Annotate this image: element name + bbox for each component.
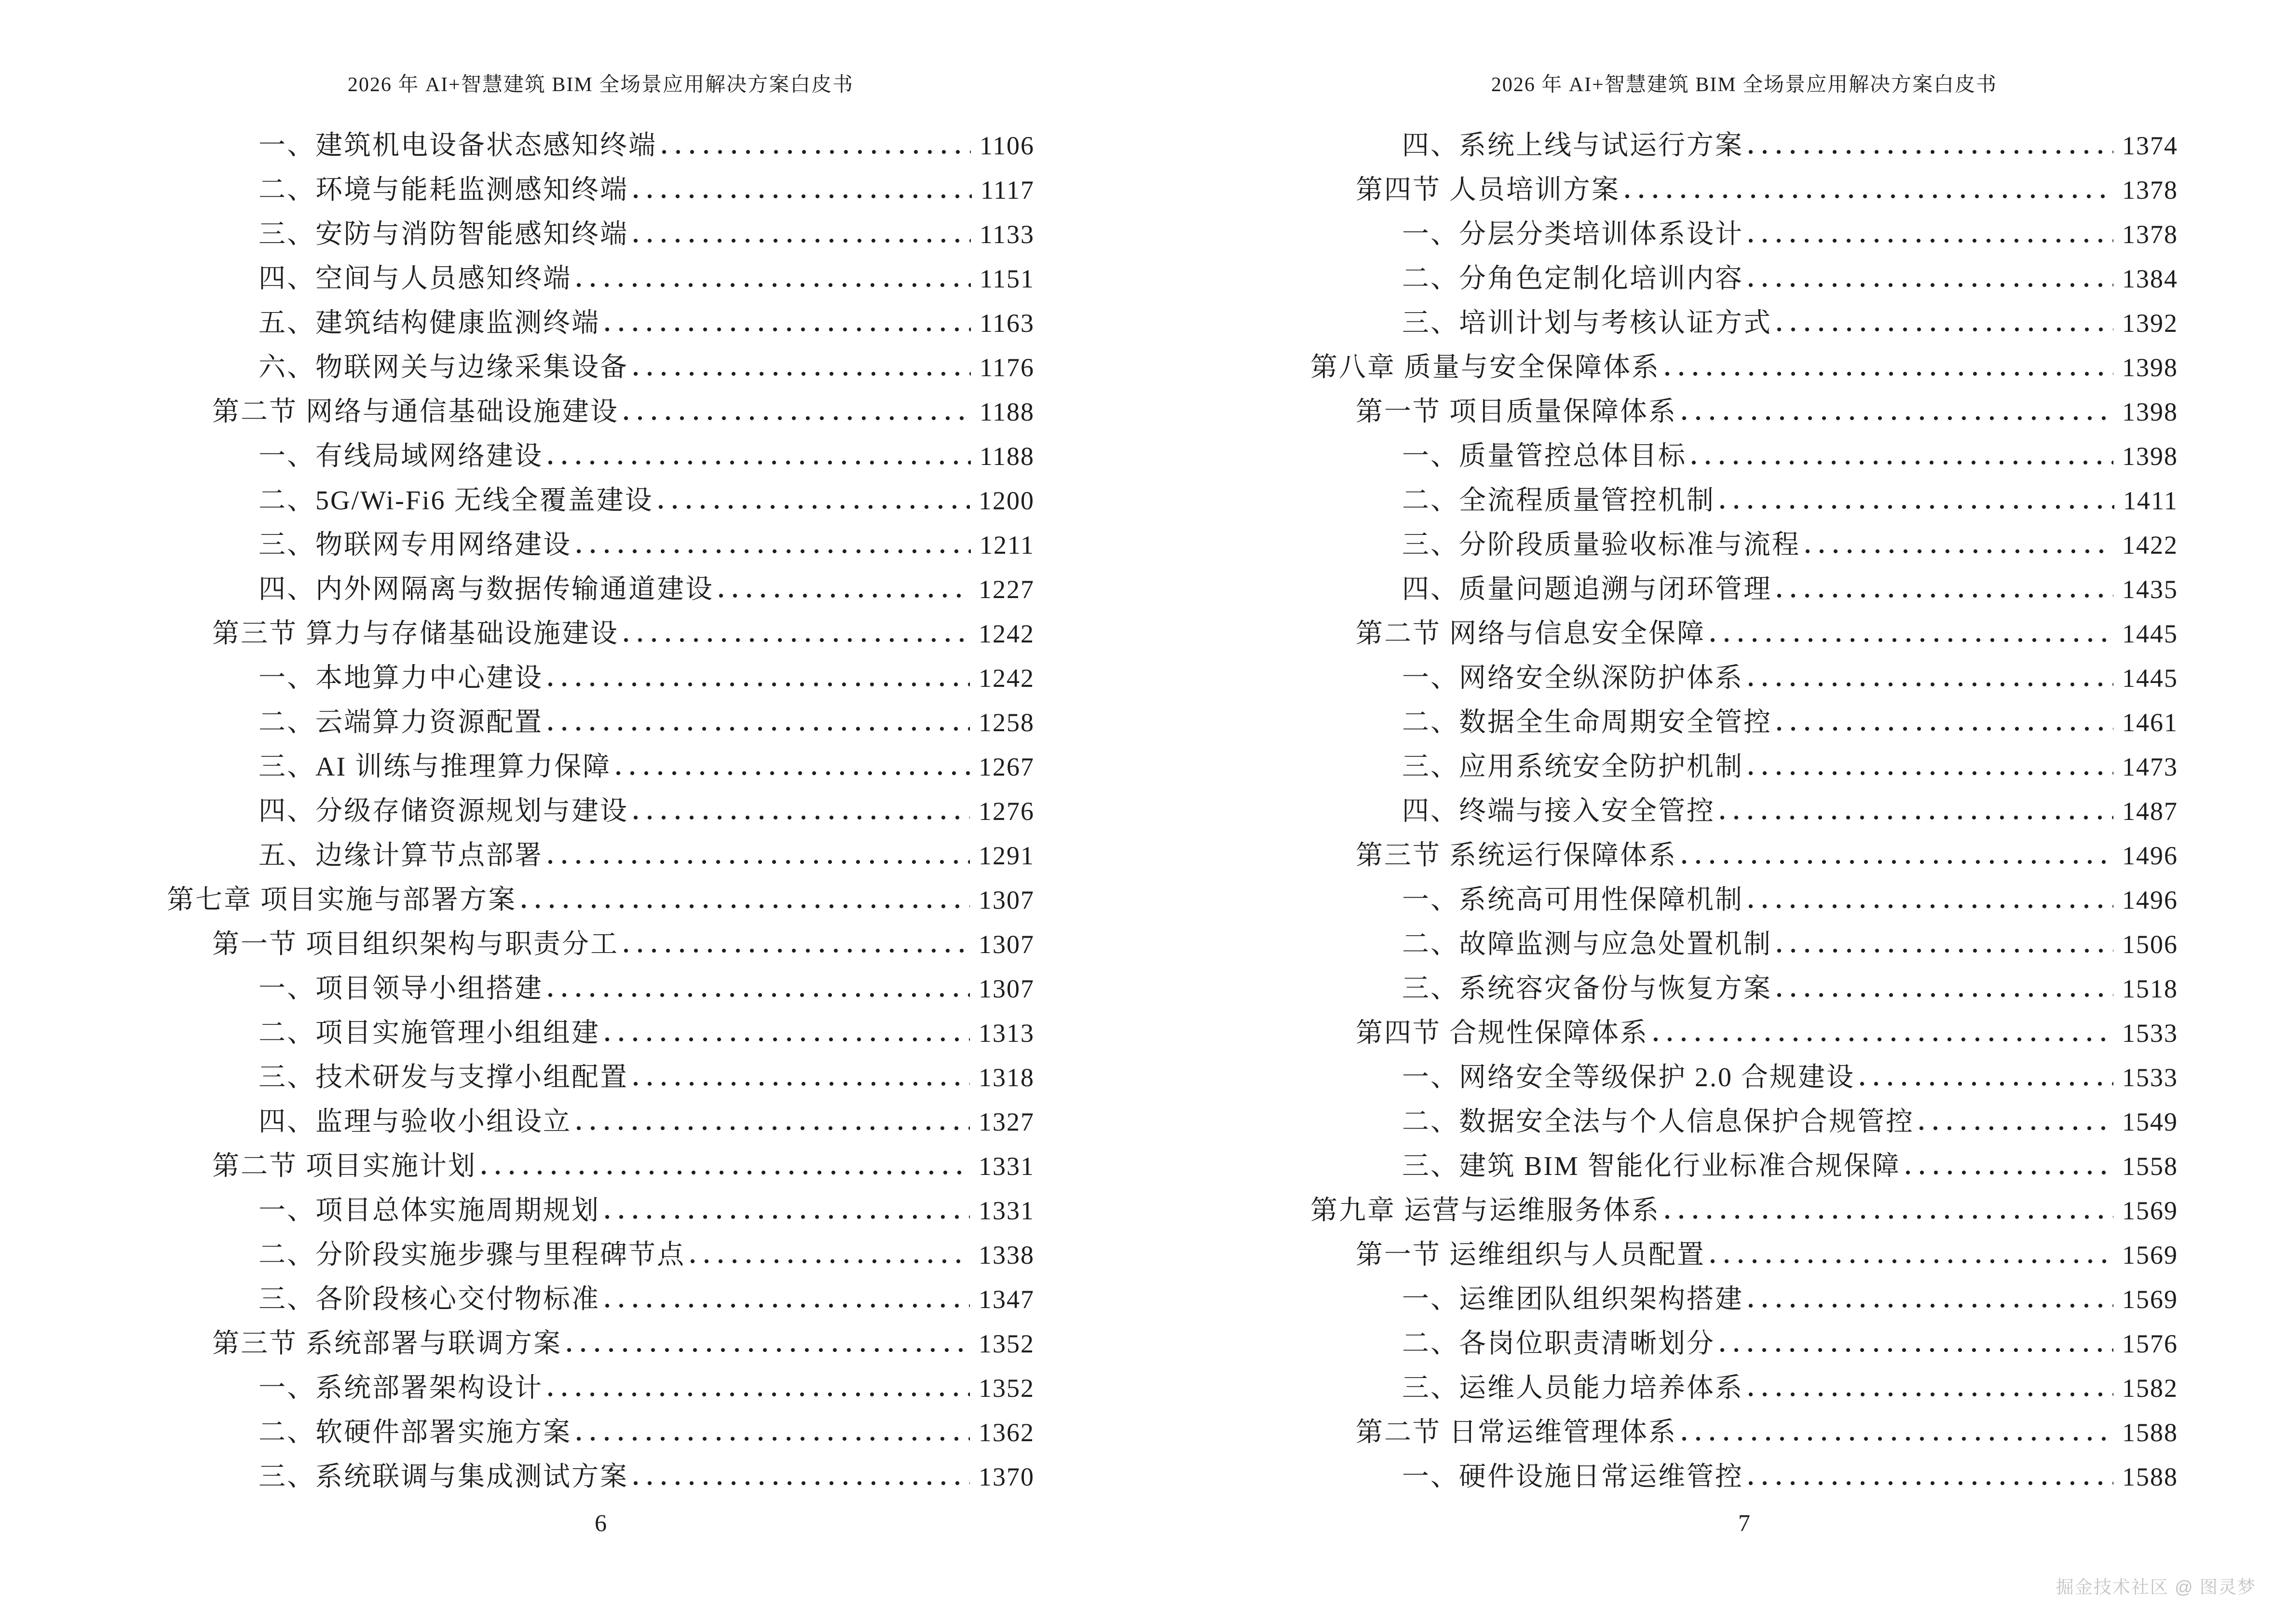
toc-entry-page-number: 1258 bbox=[979, 708, 1035, 737]
dotted-leader bbox=[624, 414, 971, 421]
dotted-leader bbox=[1805, 547, 2113, 554]
toc-entry-page-number: 1188 bbox=[980, 397, 1035, 426]
toc-entry bbox=[0, 656, 1144, 700]
dotted-leader bbox=[690, 1257, 970, 1264]
toc-entry bbox=[1144, 345, 2287, 390]
toc-entry bbox=[1144, 1277, 2287, 1322]
toc-entry bbox=[0, 1455, 1144, 1499]
toc-entry-page-number: 1398 bbox=[2122, 442, 2178, 471]
dotted-leader bbox=[576, 1434, 970, 1441]
toc-entry bbox=[1144, 257, 2287, 301]
dotted-leader bbox=[1682, 414, 2113, 421]
toc-entry-page-number: 1496 bbox=[2122, 841, 2178, 870]
toc-entry-label: 第四节 人员培训方案 bbox=[1356, 175, 1620, 205]
dotted-leader bbox=[1748, 680, 2113, 687]
toc-entry-label: 第三节 算力与存储基础设施建设 bbox=[212, 619, 619, 649]
toc-entry-label: 一、网络安全等级保护 2.0 合规建设 bbox=[1402, 1063, 1855, 1092]
toc-entry-page-number: 1276 bbox=[979, 797, 1035, 826]
toc-entry-label: 二、数据安全法与个人信息保护合规管控 bbox=[1402, 1107, 1914, 1137]
dotted-leader bbox=[605, 1213, 970, 1219]
dotted-leader bbox=[1860, 1079, 2113, 1086]
dotted-leader bbox=[633, 1479, 970, 1486]
dotted-leader bbox=[1906, 1168, 2113, 1175]
dotted-leader bbox=[624, 946, 970, 953]
dotted-leader bbox=[548, 680, 970, 687]
toc-entry bbox=[0, 1322, 1144, 1366]
toc-entry-label: 第二节 网络与信息安全保障 bbox=[1356, 619, 1705, 649]
toc-entry-label: 第七章 项目实施与部署方案 bbox=[167, 885, 517, 915]
toc-entry-page-number: 1338 bbox=[979, 1241, 1035, 1269]
toc-entry-label: 四、空间与人员感知终端 bbox=[259, 264, 572, 294]
footer-page-number: 7 bbox=[1738, 1509, 1750, 1536]
toc-entry-page-number: 1496 bbox=[2122, 886, 2178, 914]
toc-entry-label: 四、终端与接入安全管控 bbox=[1402, 796, 1715, 826]
toc-entry-page-number: 1347 bbox=[979, 1285, 1035, 1314]
toc-entry-label: 二、故障监测与应急处置机制 bbox=[1402, 929, 1772, 959]
toc-entry bbox=[1144, 612, 2287, 656]
toc-entry-page-number: 1188 bbox=[980, 442, 1035, 471]
toc-entry-label: 第二节 项目实施计划 bbox=[212, 1151, 476, 1181]
dotted-leader bbox=[605, 325, 971, 332]
dotted-leader bbox=[662, 148, 971, 154]
dotted-leader bbox=[567, 1346, 970, 1352]
toc-entry-label: 第三节 系统部署与联调方案 bbox=[212, 1329, 562, 1359]
toc-entry-label: 第八章 质量与安全保障体系 bbox=[1310, 353, 1660, 382]
toc-entry-page-number: 1398 bbox=[2122, 353, 2178, 382]
toc-entry-label: 一、项目总体实施周期规划 bbox=[259, 1196, 600, 1226]
toc-entry-page-number: 1569 bbox=[2122, 1285, 2178, 1314]
toc-entry bbox=[0, 1144, 1144, 1188]
toc-entry bbox=[1144, 1011, 2287, 1055]
toc-entry-page-number: 1242 bbox=[979, 619, 1035, 648]
toc-entry-page-number: 1307 bbox=[979, 930, 1035, 959]
dotted-leader bbox=[1748, 769, 2113, 776]
toc-entry-page-number: 1445 bbox=[2122, 619, 2178, 648]
toc-entry bbox=[1144, 123, 2287, 168]
toc-entry-label: 第三节 系统运行保障体系 bbox=[1356, 841, 1677, 871]
toc-entry bbox=[0, 1366, 1144, 1410]
dotted-leader bbox=[1691, 458, 2113, 465]
toc-entry-label: 四、内外网隔离与数据传输通道建设 bbox=[259, 574, 714, 604]
toc-entry-label: 第二节 日常运维管理体系 bbox=[1356, 1418, 1677, 1447]
toc-entry bbox=[1144, 1144, 2287, 1188]
toc-entry bbox=[0, 390, 1144, 434]
toc-entry bbox=[1144, 434, 2287, 478]
toc-entry-page-number: 1374 bbox=[2122, 131, 2178, 160]
toc-entry-page-number: 1378 bbox=[2122, 220, 2178, 249]
toc-entry-page-number: 1227 bbox=[979, 575, 1035, 604]
toc-entry-page-number: 1506 bbox=[2122, 930, 2178, 959]
toc-entry-page-number: 1176 bbox=[980, 353, 1035, 382]
toc-entry bbox=[1144, 1322, 2287, 1366]
toc-entry-label: 三、各阶段核心交付物标准 bbox=[259, 1284, 600, 1314]
toc-entry-label: 一、运维团队组织架构搭建 bbox=[1402, 1284, 1743, 1314]
toc-entry-page-number: 1569 bbox=[2122, 1241, 2178, 1269]
toc-entry bbox=[1144, 478, 2287, 523]
toc-entry bbox=[0, 789, 1144, 833]
dotted-leader bbox=[521, 902, 970, 909]
toc-entry-label: 二、数据全生命周期安全管控 bbox=[1402, 708, 1772, 737]
toc-entry-label: 三、应用系统安全防护机制 bbox=[1402, 752, 1743, 782]
dotted-leader bbox=[633, 1079, 970, 1086]
toc-entry-page-number: 1362 bbox=[979, 1418, 1035, 1447]
toc-entry-label: 一、分层分类培训体系设计 bbox=[1402, 219, 1743, 249]
toc-entry bbox=[1144, 700, 2287, 745]
toc-entry-label: 三、培训计划与考核认证方式 bbox=[1402, 308, 1772, 338]
toc-entry bbox=[0, 612, 1144, 656]
toc-entry-label: 四、系统上线与试运行方案 bbox=[1402, 131, 1743, 161]
toc-entry-page-number: 1200 bbox=[979, 486, 1035, 515]
toc-entry bbox=[1144, 301, 2287, 345]
toc-entry-label: 四、监理与验收小组设立 bbox=[259, 1107, 572, 1137]
toc-entry bbox=[0, 922, 1144, 967]
dotted-leader bbox=[1625, 192, 2113, 199]
toc-entry-label: 一、系统部署架构设计 bbox=[259, 1373, 543, 1403]
toc-entry bbox=[1144, 967, 2287, 1011]
toc-entry bbox=[0, 1188, 1144, 1233]
dotted-leader bbox=[1777, 325, 2113, 332]
dotted-leader bbox=[719, 591, 970, 598]
dotted-leader bbox=[1777, 946, 2113, 953]
toc-entry-page-number: 1378 bbox=[2122, 176, 2178, 205]
toc-entry-label: 二、全流程质量管控机制 bbox=[1402, 486, 1715, 516]
toc-entry-page-number: 1313 bbox=[979, 1019, 1035, 1048]
toc-entry bbox=[1144, 390, 2287, 434]
toc-entry-label: 三、分阶段质量验收标准与流程 bbox=[1402, 530, 1800, 560]
toc-entry-page-number: 1318 bbox=[979, 1063, 1035, 1092]
dotted-leader bbox=[1748, 1301, 2113, 1308]
dotted-leader bbox=[1777, 591, 2113, 598]
toc-entry-page-number: 1576 bbox=[2122, 1329, 2178, 1358]
dotted-leader bbox=[1710, 636, 2113, 642]
toc-entry bbox=[0, 1011, 1144, 1055]
toc-entry-page-number: 1588 bbox=[2122, 1462, 2178, 1491]
toc-entry-page-number: 1242 bbox=[979, 664, 1035, 693]
toc-entry-page-number: 1569 bbox=[2122, 1196, 2178, 1225]
toc-entry-label: 三、运维人员能力培养体系 bbox=[1402, 1373, 1743, 1403]
toc-entry-label: 二、云端算力资源配置 bbox=[259, 708, 543, 737]
toc-entry bbox=[0, 833, 1144, 878]
dotted-leader bbox=[633, 192, 972, 199]
toc-entry-label: 第四节 合规性保障体系 bbox=[1356, 1018, 1648, 1048]
dotted-leader bbox=[633, 369, 971, 376]
toc-entry bbox=[0, 1233, 1144, 1277]
toc-entry bbox=[1144, 878, 2287, 922]
dotted-leader bbox=[1682, 858, 2113, 864]
toc-entry-page-number: 1352 bbox=[979, 1374, 1035, 1403]
toc-entry-page-number: 1151 bbox=[980, 264, 1035, 293]
toc-entry bbox=[1144, 168, 2287, 212]
toc-entry bbox=[1144, 789, 2287, 833]
toc-entry-page-number: 1588 bbox=[2122, 1418, 2178, 1447]
footer-page-number: 6 bbox=[595, 1509, 607, 1536]
toc-entry-label: 三、系统容灾备份与恢复方案 bbox=[1402, 974, 1772, 1004]
toc-entry-label: 三、技术研发与支撑小组配置 bbox=[259, 1063, 628, 1092]
dotted-leader bbox=[576, 281, 971, 287]
toc-entry-label: 五、边缘计算节点部署 bbox=[259, 841, 543, 871]
toc-entry bbox=[1144, 1410, 2287, 1455]
toc-entry bbox=[1144, 1188, 2287, 1233]
toc-entry-label: 二、各岗位职责清晰划分 bbox=[1402, 1329, 1715, 1359]
dotted-leader bbox=[548, 858, 970, 864]
toc-entry-page-number: 1398 bbox=[2122, 397, 2178, 426]
toc-entry bbox=[0, 1100, 1144, 1144]
toc-entry-page-number: 1411 bbox=[2123, 486, 2178, 515]
toc-entry-label: 一、网络安全纵深防护体系 bbox=[1402, 663, 1743, 693]
toc-entry-label: 六、物联网关与边缘采集设备 bbox=[259, 353, 628, 382]
toc-entry-page-number: 1370 bbox=[979, 1462, 1035, 1491]
dotted-leader bbox=[1720, 503, 2114, 509]
dotted-leader bbox=[1665, 1213, 2113, 1219]
toc-entry bbox=[0, 434, 1144, 478]
dotted-leader bbox=[1748, 1479, 2113, 1486]
dotted-leader bbox=[548, 991, 970, 997]
toc-entry bbox=[1144, 567, 2287, 612]
toc-entry bbox=[1144, 212, 2287, 257]
toc-entry-page-number: 1117 bbox=[980, 176, 1035, 205]
toc-entry bbox=[1144, 523, 2287, 567]
dotted-leader bbox=[1748, 281, 2113, 287]
toc-entry-page-number: 1331 bbox=[979, 1152, 1035, 1181]
toc-entry bbox=[1144, 656, 2287, 700]
page-right bbox=[1144, 0, 2287, 1624]
toc-entry bbox=[1144, 1100, 2287, 1144]
toc-entry-page-number: 1558 bbox=[2122, 1152, 2178, 1181]
toc-entry bbox=[0, 567, 1144, 612]
dotted-leader bbox=[576, 547, 971, 554]
dotted-leader bbox=[1748, 148, 2113, 154]
toc-entry-label: 三、建筑 BIM 智能化行业标准合规保障 bbox=[1402, 1151, 1901, 1181]
toc-entry bbox=[0, 301, 1144, 345]
toc-entry bbox=[0, 878, 1144, 922]
toc-entry bbox=[1144, 1455, 2287, 1499]
toc-entry bbox=[1144, 1055, 2287, 1100]
toc-entry-page-number: 1106 bbox=[980, 131, 1035, 160]
toc-entry-page-number: 1352 bbox=[979, 1329, 1035, 1358]
toc-entry-page-number: 1533 bbox=[2122, 1019, 2178, 1048]
dotted-leader bbox=[616, 769, 970, 776]
dotted-leader bbox=[1665, 369, 2113, 376]
dotted-leader bbox=[1653, 1035, 2113, 1042]
toc-entry-label: 三、物联网专用网络建设 bbox=[259, 530, 572, 560]
toc-entry-label: 一、建筑机电设备状态感知终端 bbox=[259, 131, 657, 161]
toc-entry bbox=[1144, 745, 2287, 789]
dotted-leader bbox=[1748, 1390, 2113, 1397]
dotted-leader bbox=[1682, 1434, 2113, 1441]
toc-entry-label: 一、质量管控总体目标 bbox=[1402, 441, 1687, 471]
toc-entry-label: 第一节 运维组织与人员配置 bbox=[1356, 1240, 1705, 1270]
dotted-leader bbox=[1720, 1346, 2113, 1352]
toc-entry-page-number: 1163 bbox=[980, 309, 1035, 338]
dotted-leader bbox=[1710, 1257, 2113, 1264]
toc-entry-label: 四、分级存储资源规划与建设 bbox=[259, 796, 628, 826]
dotted-leader bbox=[633, 236, 971, 243]
toc-entry bbox=[0, 123, 1144, 168]
toc-entry-label: 二、项目实施管理小组组建 bbox=[259, 1018, 600, 1048]
toc-entry bbox=[0, 1277, 1144, 1322]
toc-list-left bbox=[0, 123, 1144, 1499]
dotted-leader bbox=[1919, 1124, 2113, 1131]
toc-entry-page-number: 1473 bbox=[2122, 752, 2178, 781]
dotted-leader bbox=[481, 1168, 970, 1175]
toc-entry-label: 一、本地算力中心建设 bbox=[259, 663, 543, 693]
toc-entry-label: 二、环境与能耗监测感知终端 bbox=[259, 175, 628, 205]
toc-entry bbox=[0, 700, 1144, 745]
toc-entry bbox=[1144, 922, 2287, 967]
toc-entry-page-number: 1307 bbox=[979, 886, 1035, 914]
dotted-leader bbox=[1748, 902, 2113, 909]
dotted-leader bbox=[624, 636, 970, 642]
document-title-header: 2026 年 AI+智慧建筑 BIM 全场景应用解决方案白皮书 bbox=[347, 74, 854, 96]
toc-entry-label: 一、项目领导小组搭建 bbox=[259, 974, 543, 1004]
toc-entry bbox=[0, 212, 1144, 257]
toc-entry-page-number: 1291 bbox=[979, 841, 1035, 870]
toc-entry bbox=[0, 257, 1144, 301]
toc-entry-page-number: 1307 bbox=[979, 974, 1035, 1003]
toc-entry-label: 一、硬件设施日常运维管控 bbox=[1402, 1462, 1743, 1492]
dotted-leader bbox=[548, 724, 970, 731]
toc-entry bbox=[0, 523, 1144, 567]
toc-entry-page-number: 1435 bbox=[2122, 575, 2178, 604]
dotted-leader bbox=[605, 1301, 970, 1308]
dotted-leader bbox=[1777, 724, 2113, 731]
toc-entry-page-number: 1392 bbox=[2122, 309, 2178, 338]
toc-entry-label: 三、AI 训练与推理算力保障 bbox=[259, 752, 612, 782]
dotted-leader bbox=[548, 458, 971, 465]
toc-entry-label: 三、系统联调与集成测试方案 bbox=[259, 1462, 628, 1492]
toc-entry bbox=[0, 168, 1144, 212]
toc-entry-page-number: 1533 bbox=[2122, 1063, 2178, 1092]
dotted-leader bbox=[633, 813, 970, 820]
toc-entry bbox=[0, 345, 1144, 390]
toc-entry-page-number: 1549 bbox=[2122, 1107, 2178, 1136]
toc-entry-page-number: 1445 bbox=[2122, 664, 2178, 693]
dotted-leader bbox=[658, 503, 970, 509]
toc-entry-page-number: 1422 bbox=[2122, 531, 2178, 560]
toc-entry-label: 二、软硬件部署实施方案 bbox=[259, 1418, 572, 1447]
toc-entry-label: 三、安防与消防智能感知终端 bbox=[259, 219, 628, 249]
toc-entry-label: 第二节 网络与通信基础设施建设 bbox=[212, 397, 619, 427]
toc-entry bbox=[0, 1410, 1144, 1455]
toc-entry-page-number: 1461 bbox=[2122, 708, 2178, 737]
toc-entry-label: 第一节 项目质量保障体系 bbox=[1356, 397, 1677, 427]
toc-list-right bbox=[1144, 123, 2287, 1499]
toc-entry bbox=[1144, 1233, 2287, 1277]
watermark-text: 掘金技术社区 @ 图灵梦 bbox=[2056, 1577, 2256, 1597]
dotted-leader bbox=[576, 1124, 970, 1131]
toc-entry bbox=[1144, 833, 2287, 878]
toc-entry-page-number: 1327 bbox=[979, 1107, 1035, 1136]
document-title-header: 2026 年 AI+智慧建筑 BIM 全场景应用解决方案白皮书 bbox=[1491, 74, 1998, 96]
toc-entry-page-number: 1267 bbox=[979, 752, 1035, 781]
toc-entry-page-number: 1133 bbox=[980, 220, 1035, 249]
dotted-leader bbox=[1720, 813, 2113, 820]
toc-entry bbox=[0, 967, 1144, 1011]
toc-entry-label: 第九章 运营与运维服务体系 bbox=[1310, 1196, 1660, 1226]
toc-entry-page-number: 1211 bbox=[980, 531, 1035, 560]
toc-entry-label: 二、5G/Wi-Fi6 无线全覆盖建设 bbox=[259, 486, 653, 516]
toc-entry-label: 第一节 项目组织架构与职责分工 bbox=[212, 929, 619, 959]
dotted-leader bbox=[1777, 991, 2113, 997]
toc-entry-page-number: 1331 bbox=[979, 1196, 1035, 1225]
toc-entry-page-number: 1518 bbox=[2122, 974, 2178, 1003]
dotted-leader bbox=[548, 1390, 970, 1397]
dotted-leader bbox=[1748, 236, 2113, 243]
toc-entry-page-number: 1487 bbox=[2122, 797, 2178, 826]
toc-entry-label: 四、质量问题追溯与闭环管理 bbox=[1402, 574, 1772, 604]
toc-entry-label: 二、分阶段实施步骤与里程碑节点 bbox=[259, 1240, 685, 1270]
toc-entry-label: 五、建筑结构健康监测终端 bbox=[259, 308, 600, 338]
toc-entry bbox=[1144, 1366, 2287, 1410]
toc-entry bbox=[0, 1055, 1144, 1100]
dotted-leader bbox=[605, 1035, 970, 1042]
toc-entry bbox=[0, 478, 1144, 523]
toc-entry-label: 一、系统高可用性保障机制 bbox=[1402, 885, 1743, 915]
toc-entry bbox=[0, 745, 1144, 789]
toc-entry-page-number: 1384 bbox=[2122, 264, 2178, 293]
toc-entry-page-number: 1582 bbox=[2122, 1374, 2178, 1403]
toc-entry-label: 二、分角色定制化培训内容 bbox=[1402, 264, 1743, 294]
toc-entry-label: 一、有线局域网络建设 bbox=[259, 441, 543, 471]
